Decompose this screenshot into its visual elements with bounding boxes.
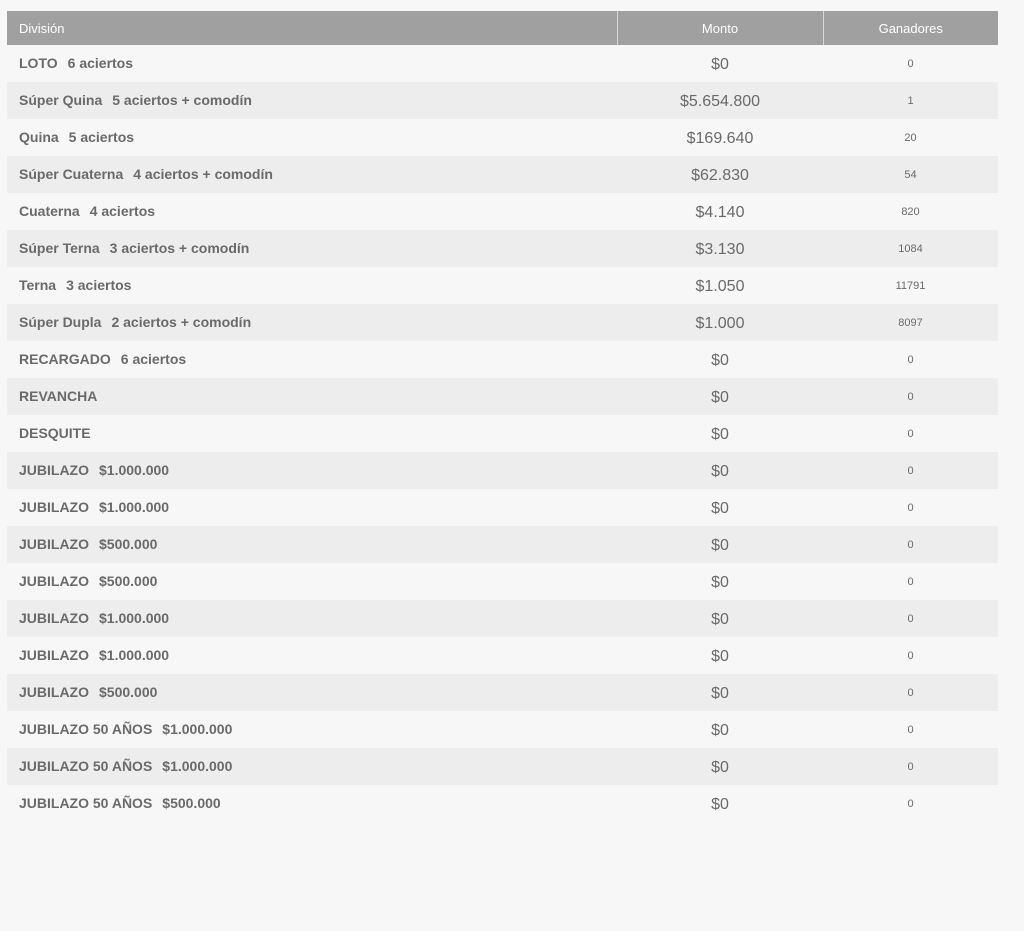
division-detail: 4 aciertos [89,203,156,219]
table-row [7,452,998,489]
table-row [7,304,998,341]
division-name: JUBILAZO [19,610,89,626]
table-row [7,489,998,526]
monto-cell: $0 [711,352,729,369]
division-detail: 3 aciertos + comodín [109,240,250,256]
monto-cell: $1.000 [695,315,745,332]
division-cell [7,637,617,674]
division-detail: 2 aciertos + comodín [111,314,252,330]
division-detail: 4 aciertos + comodín [133,166,273,182]
division-detail: $500.000 [99,573,158,589]
ganadores-cell: 20 [904,132,917,144]
monto-cell: $0 [711,56,729,73]
monto-cell: $0 [711,611,729,628]
division-cell [7,452,617,489]
division-name: JUBILAZO 50 AÑOS [19,795,153,811]
division-cell [7,378,617,415]
table-row [7,156,998,193]
ganadores-cell: 11791 [895,280,926,292]
division-name: Terna [19,277,57,293]
monto-cell: $0 [711,648,729,665]
division-cell [7,711,617,748]
division-detail: $500.000 [162,795,221,811]
ganadores-cell: 0 [907,687,914,699]
table-row [7,193,998,230]
division-name: JUBILAZO [19,462,89,478]
division-detail: 6 aciertos [120,351,187,367]
division-cell [7,674,617,711]
table-row [7,563,998,600]
division-name: Súper Dupla [19,314,102,330]
ganadores-cell: 0 [907,576,914,588]
division-name: JUBILAZO [19,499,89,515]
ganadores-cell: 0 [907,428,914,440]
table-row [7,119,998,156]
results-table-container [7,11,998,822]
ganadores-cell: 0 [907,539,914,551]
table-row [7,785,998,822]
table-body [7,45,998,822]
division-name: DESQUITE [19,425,91,441]
table-row [7,600,998,637]
table-row [7,267,998,304]
table-row [7,526,998,563]
division-name: Súper Quina [19,92,103,108]
ganadores-cell: 0 [907,502,914,514]
monto-cell: $0 [711,574,729,591]
monto-cell: $1.050 [695,278,745,295]
header-monto: Monto [617,11,823,45]
division-cell [7,489,617,526]
monto-cell: $0 [711,537,729,554]
ganadores-cell: 54 [904,169,917,181]
monto-cell: $169.640 [686,130,754,147]
division-detail: $1.000.000 [162,721,233,737]
division-name: JUBILAZO [19,647,89,663]
ganadores-cell: 0 [907,724,914,736]
ganadores-cell: 0 [907,465,914,477]
division-detail: $1.000.000 [162,758,233,774]
table-row [7,748,998,785]
division-name: JUBILAZO [19,536,89,552]
table-row [7,82,998,119]
table-row [7,637,998,674]
header-ganadores: Ganadores [823,11,998,45]
ganadores-cell: 0 [907,761,914,773]
division-name: Quina [19,129,59,145]
division-name: REVANCHA [19,388,98,404]
division-name: RECARGADO [19,351,111,367]
division-cell [7,341,617,378]
monto-cell: $0 [711,759,729,776]
table-row [7,674,998,711]
division-detail: $500.000 [99,536,158,552]
ganadores-cell: 0 [907,391,914,403]
ganadores-cell: 0 [907,650,914,662]
division-name: JUBILAZO 50 AÑOS [19,758,153,774]
ganadores-cell: 0 [907,798,914,810]
division-cell [7,156,617,193]
monto-cell: $0 [711,389,729,406]
division-cell [7,563,617,600]
ganadores-cell: 1 [907,95,914,107]
division-cell [7,415,617,452]
division-cell [7,230,617,267]
division-name: LOTO [19,55,58,71]
division-detail: 5 aciertos + comodín [112,92,252,108]
division-name: Súper Cuaterna [19,166,124,182]
division-cell [7,82,617,119]
division-detail: $1.000.000 [99,462,170,478]
division-cell [7,785,617,822]
table-row [7,378,998,415]
division-name: JUBILAZO 50 AÑOS [19,721,153,737]
division-detail: 5 aciertos [68,129,135,145]
table-row [7,45,998,82]
monto-cell: $0 [711,685,729,702]
division-cell [7,267,617,304]
division-detail: $500.000 [99,684,158,700]
monto-cell: $0 [711,796,729,813]
table-row [7,711,998,748]
ganadores-cell: 0 [907,354,914,366]
division-cell [7,600,617,637]
division-detail: 3 aciertos [66,277,132,293]
ganadores-cell: 8097 [898,317,923,329]
division-cell [7,304,617,341]
header-division: División [7,11,617,45]
monto-cell: $5.654.800 [679,93,761,110]
monto-cell: $0 [711,722,729,739]
division-name: Cuaterna [19,203,80,219]
ganadores-cell: 0 [907,613,914,625]
ganadores-cell: 820 [901,206,920,218]
division-cell [7,45,617,82]
division-name: Súper Terna [19,240,100,256]
division-detail: $1.000.000 [99,647,170,663]
division-cell [7,526,617,563]
division-name: JUBILAZO [19,573,89,589]
division-detail: $1.000.000 [99,499,170,515]
monto-cell: $4.140 [695,204,745,221]
ganadores-cell: 1084 [898,243,923,255]
table-row [7,230,998,267]
division-cell [7,119,617,156]
results-table [7,11,998,822]
division-detail: 6 aciertos [67,55,134,71]
division-cell [7,748,617,785]
ganadores-cell: 0 [907,58,914,70]
monto-cell: $3.130 [695,241,745,258]
table-row [7,341,998,378]
header-row [7,11,998,45]
table-row [7,415,998,452]
monto-cell: $0 [711,426,729,443]
division-name: JUBILAZO [19,684,89,700]
monto-cell: $0 [711,463,729,480]
division-cell [7,193,617,230]
monto-cell: $0 [711,500,729,517]
monto-cell: $62.830 [691,167,749,184]
table-header [7,11,998,45]
division-detail: $1.000.000 [99,610,170,626]
